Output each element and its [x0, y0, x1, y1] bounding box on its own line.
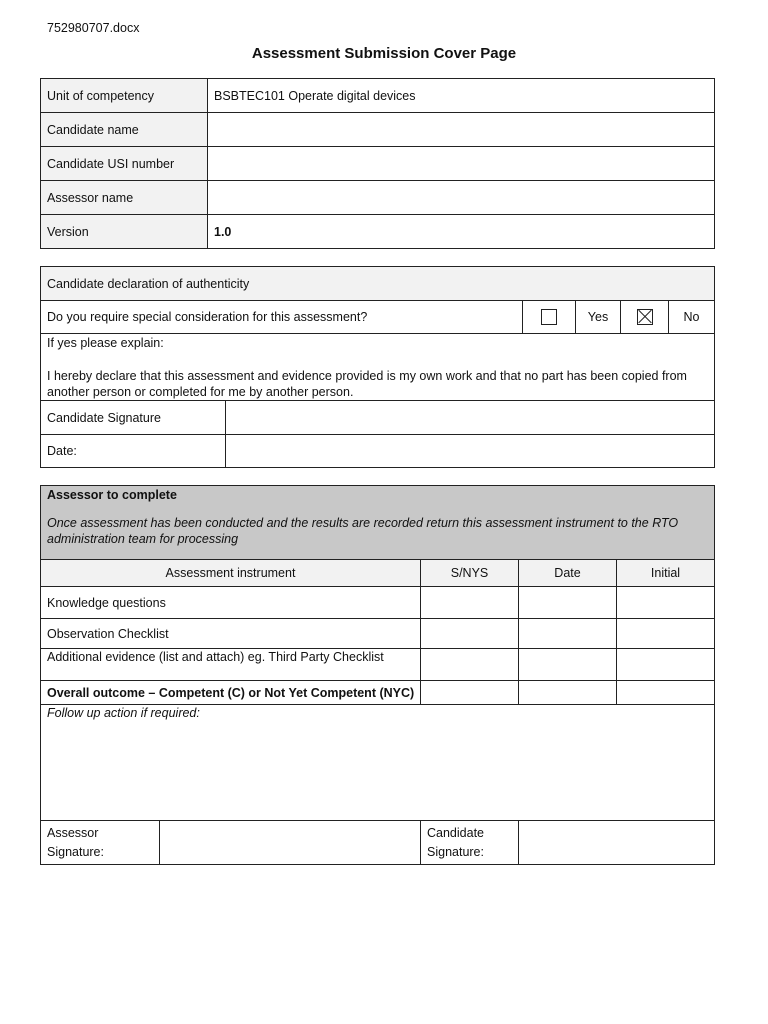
candidate-name-field[interactable] — [208, 113, 715, 147]
authenticity-statement: I hereby declare that this assessment and evidence provided is my own work and that no part has been copied from another person or completed for me by another person. — [47, 369, 687, 399]
follow-up-action-field[interactable]: Follow up action if required: — [41, 705, 715, 821]
overall-outcome-snys[interactable] — [421, 681, 519, 705]
observation-checklist-label: Observation Checklist — [41, 619, 421, 649]
declaration-table — [40, 266, 715, 468]
explain-prompt: If yes please explain: — [47, 336, 164, 350]
overall-outcome-date[interactable] — [519, 681, 617, 705]
candidate-usi-field[interactable] — [208, 147, 715, 181]
observation-checklist-initial[interactable] — [617, 619, 715, 649]
yes-checkbox-cell[interactable] — [523, 301, 576, 334]
assessor-table — [40, 485, 715, 865]
candidate-usi-label: Candidate USI number — [41, 147, 208, 181]
column-header-initial: Initial — [617, 560, 715, 587]
assessor-signature-label: Assessor Signature: — [41, 821, 160, 865]
table-row — [41, 147, 715, 181]
assessor-name-label: Assessor name — [41, 181, 208, 215]
assessor-name-field[interactable] — [208, 181, 715, 215]
assessor-instructions-cell — [41, 486, 715, 560]
table-row — [41, 113, 715, 147]
candidate-signature-field[interactable] — [226, 401, 715, 435]
document-filename: 752980707.docx — [47, 21, 140, 35]
observation-checklist-snys[interactable] — [421, 619, 519, 649]
candidate-signature-field-bottom[interactable] — [519, 821, 715, 865]
date-field[interactable] — [226, 435, 715, 468]
candidate-signature-label-bottom: Candidate Signature: — [421, 821, 519, 865]
column-header-instrument: Assessment instrument — [41, 560, 421, 587]
declaration-statement-cell — [41, 334, 715, 401]
special-consideration-question: Do you require special consideration for this assessment? — [41, 301, 523, 334]
additional-evidence-initial[interactable] — [617, 649, 715, 681]
version-label: Version — [41, 215, 208, 249]
candidate-signature-label: Candidate Signature — [41, 401, 226, 435]
column-header-date: Date — [519, 560, 617, 587]
unit-of-competency-value[interactable]: BSBTEC101 Operate digital devices — [208, 79, 715, 113]
no-checkbox-cell[interactable] — [621, 301, 669, 334]
additional-evidence-snys[interactable] — [421, 649, 519, 681]
version-value: 1.0 — [208, 215, 715, 249]
additional-evidence-date[interactable] — [519, 649, 617, 681]
table-row — [41, 649, 715, 681]
candidate-name-label: Candidate name — [41, 113, 208, 147]
page-title: Assessment Submission Cover Page — [251, 45, 517, 62]
no-checkbox-checked[interactable] — [637, 309, 653, 325]
assessor-signature-field[interactable] — [160, 821, 421, 865]
no-label: No — [669, 301, 715, 334]
table-row — [41, 79, 715, 113]
yes-label: Yes — [576, 301, 621, 334]
overall-outcome-initial[interactable] — [617, 681, 715, 705]
knowledge-questions-initial[interactable] — [617, 587, 715, 619]
date-label: Date: — [41, 435, 226, 468]
declaration-heading: Candidate declaration of authenticity — [41, 267, 715, 301]
observation-checklist-date[interactable] — [519, 619, 617, 649]
yes-checkbox[interactable] — [541, 309, 557, 325]
additional-evidence-label: Additional evidence (list and attach) eg. Third Party Checklist — [41, 649, 421, 681]
table-row — [41, 181, 715, 215]
table-row — [41, 681, 715, 705]
knowledge-questions-snys[interactable] — [421, 587, 519, 619]
assessor-heading: Assessor to complete — [47, 488, 177, 502]
column-header-snys: S/NYS — [421, 560, 519, 587]
unit-of-competency-label: Unit of competency — [41, 79, 208, 113]
knowledge-questions-date[interactable] — [519, 587, 617, 619]
assessor-instructions: Once assessment has been conducted and the results are recorded return this assessment instrument to the RTO administration team for processing — [47, 516, 679, 546]
table-row — [41, 587, 715, 619]
unit-details-table — [40, 78, 715, 249]
table-row — [41, 619, 715, 649]
overall-outcome-label: Overall outcome – Competent (C) or Not Yet Competent (NYC) — [41, 681, 421, 705]
table-row — [41, 215, 715, 249]
knowledge-questions-label: Knowledge questions — [41, 587, 421, 619]
